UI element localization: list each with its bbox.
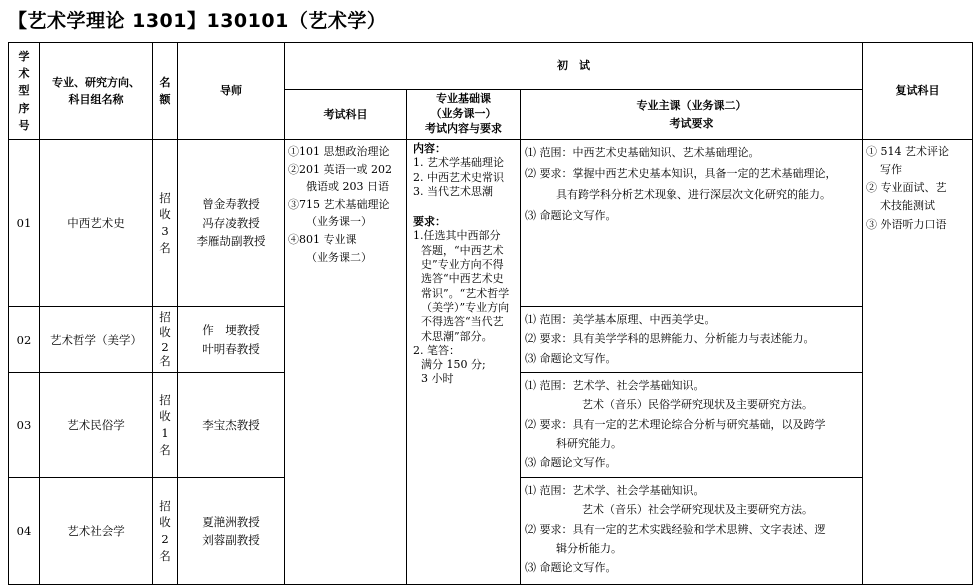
content-label: 内容： [413,142,446,155]
row-quota: 招 收 2 名 [153,307,178,373]
row-tutors: 李宝杰教授 [178,373,285,478]
row-major-name: 艺术社会学 [40,478,153,585]
header-retest: 复试科目 [863,43,973,140]
row-tutors: 作 埂教授 叶明春教授 [178,307,285,373]
header-major: 专业、研究方向、 科目组名称 [40,43,153,140]
row-major-name: 艺术哲学（美学） [40,307,153,373]
row-tutors: 夏滟洲教授 刘蓉副教授 [178,478,285,585]
row-seq: 01 [9,140,40,307]
main-course-req-cell: ⑴ 范围：美学基本原理、中西美学史。 ⑵ 要求：具有美学学科的思辨能力、分析能力与表述能力。 ⑶ 命题论文写作。 [521,307,863,373]
admission-table [8,42,973,585]
header-seq: 学 术 型 序 号 [9,43,40,140]
header-main-course: 专业主课（业务课二） 考试要求 [521,90,863,140]
exam-subjects-cell: ①101 思想政治理论 ②201 英语一或 202 俄语或 203 日语 ③715 艺术基础理论 （业务课一） ④801 专业课 （业务课二） [285,140,407,585]
row-seq: 02 [9,307,40,373]
row-seq: 04 [9,478,40,585]
requirement-label: 要求： [413,215,446,229]
basic-course-content-cell: 内容： 1. 艺术学基础理论 2. 中西艺术史常识 3. 当代艺术思潮 要求： 1.任选其中西部分 答题，“中西艺术 史”专业方向不得 选答“中西艺术史 常识”。“艺术哲学 （美学）”专业方向 不得选答“当代艺 术思潮”部分。 2. 笔答： 满分 150 分; 3 小时 [407,140,521,585]
main-course-req-cell: ⑴ 范围：艺术学、社会学基础知识。 艺术（音乐）民俗学研究现状及主要研究方法。 ⑵ 要求：具有一定的艺术理论综合分析与研究基础，以及跨学 科研究能力。 ⑶ 命题论文写作。 [521,373,863,478]
row-tutors: 曾金寿教授 冯存凌教授 李雁劼副教授 [178,140,285,307]
header-exam-subjects: 考试科目 [285,90,407,140]
row-quota: 招 收 3 名 [153,140,178,307]
table-row [9,140,973,307]
header-tutor: 导师 [178,43,285,140]
header-basic-course: 专业基础课 （业务课一） 考试内容与要求 [407,90,521,140]
retest-subjects-cell: ① 514 艺术评论 写作 ② 专业面试、艺 术技能测试 ③ 外语听力口语 [863,140,973,585]
row-quota: 招 收 2 名 [153,478,178,585]
row-major-name: 中西艺术史 [40,140,153,307]
header-initial-exam: 初 试 [285,43,863,90]
row-seq: 03 [9,373,40,478]
main-course-req-cell: ⑴ 范围：中西艺术史基础知识、艺术基础理论。 ⑵ 要求：掌握中西艺术史基本知识，具备一定的艺术基础理论， 具有跨学科分析艺术现象、进行深层次文化研究的能力。 ⑶ 命题论文写作。 [521,140,863,307]
main-course-req-cell: ⑴ 范围：艺术学、社会学基础知识。 艺术（音乐）社会学研究现状及主要研究方法。 ⑵ 要求：具有一定的艺术实践经验和学术思辨、文字表述、逻 辑分析能力。 ⑶ 命题论文写作。 [521,478,863,585]
header-quota: 名 额 [153,43,178,140]
row-quota: 招 收 1 名 [153,373,178,478]
row-major-name: 艺术民俗学 [40,373,153,478]
page-title: 【艺术学理论 1301】130101（艺术学） [8,10,387,32]
